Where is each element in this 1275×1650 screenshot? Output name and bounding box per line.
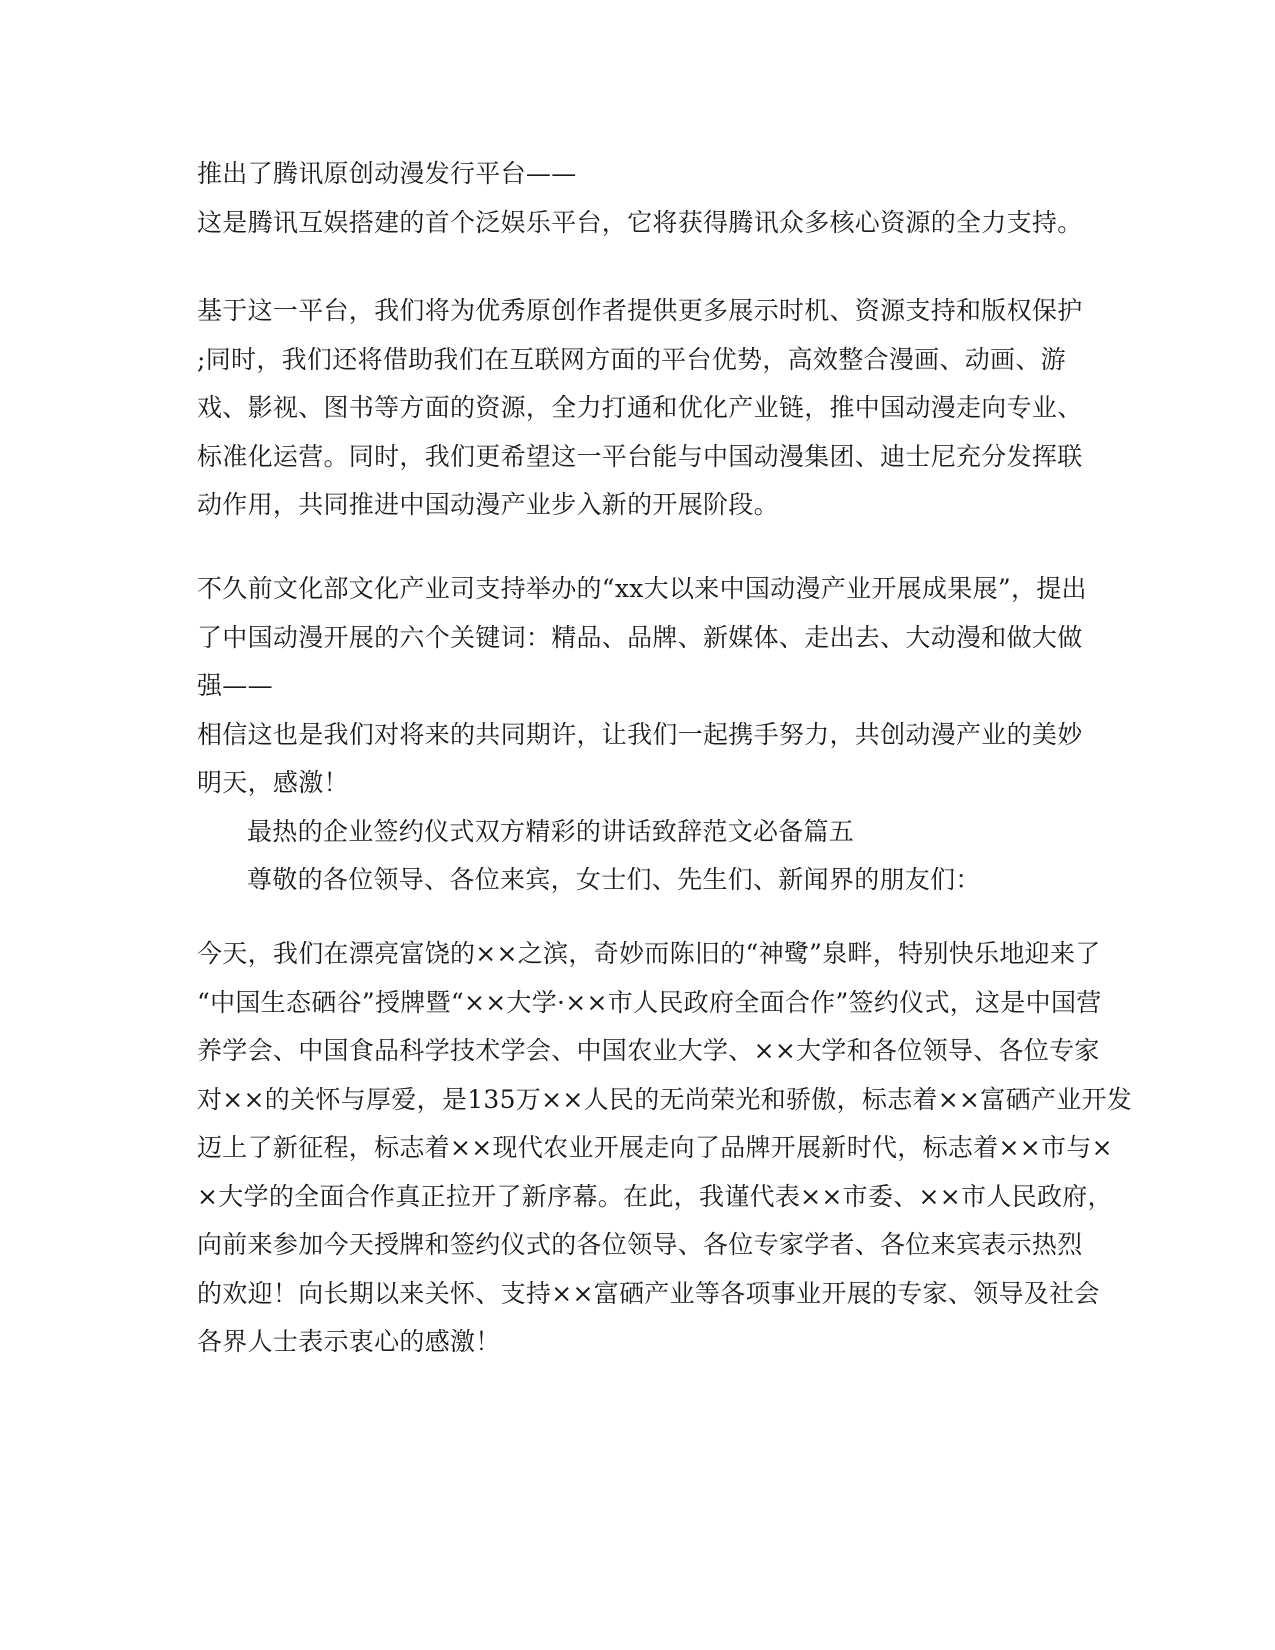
- text-line: “中国生态硒谷”授牌暨“××大学·××市人民政府全面合作”签约仪式，这是中国营: [197, 987, 1102, 1017]
- text-line: 迈上了新征程，标志着××现代农业开展走向了品牌开展新时代，标志着××市与×: [197, 1133, 1113, 1162]
- text-line: 了中国动漫开展的六个关键词：精品、品牌、新媒体、走出去、大动漫和做大做: [197, 622, 1083, 652]
- text-line: 各界人士表示衷心的感激！: [197, 1327, 501, 1356]
- text-line: 不久前文化部文化产业司支持举办的“xx大以来中国动漫产业开展成果展”，提出: [197, 574, 1087, 603]
- paragraph-welcome-speech: [197, 930, 1133, 1367]
- text-line: ;同时，我们还将借助我们在互联网方面的平台优势，高效整合漫画、动画、游: [197, 344, 1066, 374]
- text-line: 这是腾讯互娱搭建的首个泛娱乐平台，它将获得腾讯众多核心资源的全力支持。: [197, 207, 1083, 237]
- text-line: 推出了腾讯原创动漫发行平台——: [197, 159, 577, 188]
- text-line: 基于这一平台，我们将为优秀原创作者提供更多展示时机、资源支持和版权保护: [197, 296, 1083, 325]
- text-line: 今天，我们在漂亮富饶的××之滨，奇妙而陈旧的“神鹭”泉畔，特别快乐地迎来了: [197, 939, 1101, 968]
- text-line: 戏、影视、图书等方面的资源，全力打通和优化产业链，推中国动漫走向专业、: [197, 393, 1083, 422]
- paragraph-keywords: [197, 565, 1087, 905]
- text-line: 向前来参加今天授牌和签约仪式的各位领导、各位专家学者、各位来宾表示热烈: [197, 1230, 1083, 1259]
- paragraph-platform-support: [197, 287, 1083, 530]
- text-line: 的欢迎！向长期以来关怀、支持××富硒产业等各项事业开展的专家、领导及社会: [197, 1278, 1100, 1308]
- text-line: 相信这也是我们对将来的共同期许，让我们一起携手努力，共创动漫产业的美妙: [197, 719, 1083, 749]
- text-line: 强——: [197, 671, 273, 700]
- section-heading: 最热的企业签约仪式双方精彩的讲话致辞范文必备篇五: [247, 816, 855, 846]
- text-line: 养学会、中国食品科学技术学会、中国农业大学、××大学和各位领导、各位专家: [197, 1036, 1100, 1065]
- text-line: 对××的关怀与厚爱，是135万××人民的无尚荣光和骄傲，标志着××富硒产业开发: [197, 1084, 1133, 1114]
- salutation: 尊敬的各位领导、各位来宾，女士们、先生们、新闻界的朋友们：: [247, 865, 981, 894]
- paragraph-tencent-platform: [197, 150, 1083, 247]
- text-line: 标准化运营。同时，我们更希望这一平台能与中国动漫集团、迪士尼充分发挥联: [197, 441, 1083, 471]
- text-line: 动作用，共同推进中国动漫产业步入新的开展阶段。: [197, 490, 779, 519]
- text-line: ×大学的全面合作真正拉开了新序幕。在此，我谨代表××市委、××市人民政府，: [197, 1181, 1113, 1211]
- text-line: 明天，感激！: [197, 768, 349, 797]
